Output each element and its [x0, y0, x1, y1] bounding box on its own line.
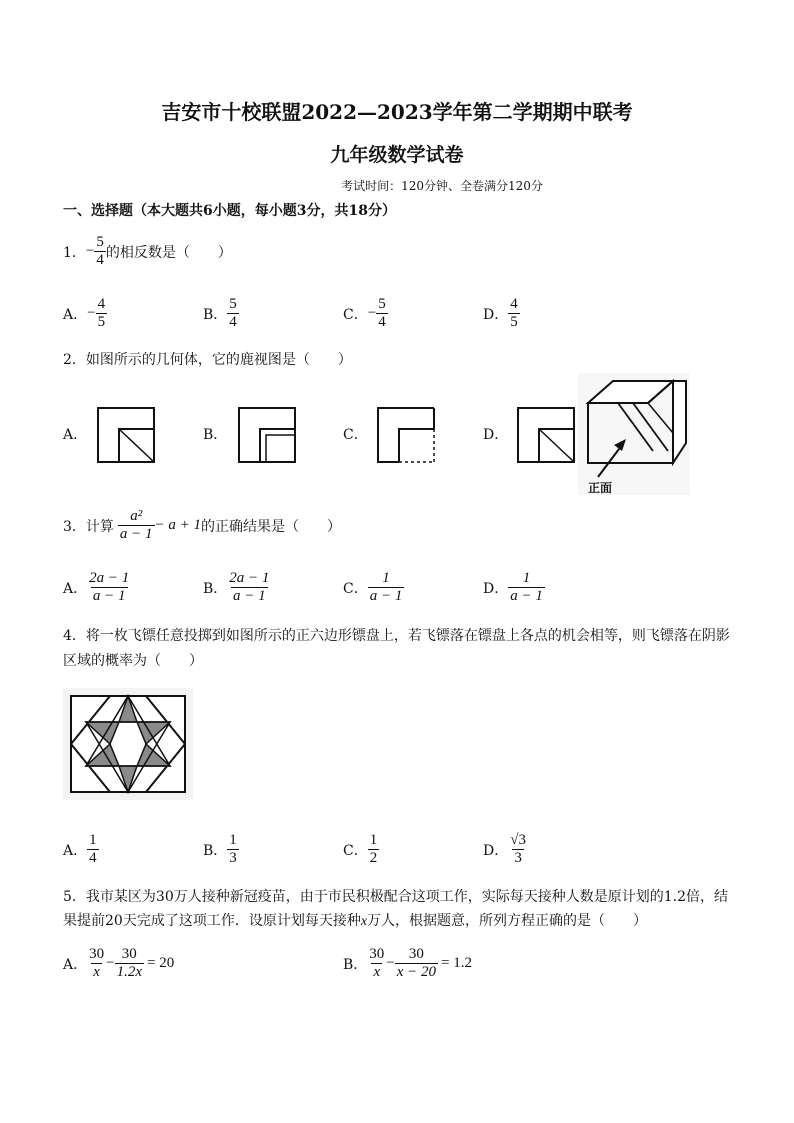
- frac-num: 30: [89, 946, 105, 962]
- frac-den: 4: [378, 314, 386, 331]
- q1-option-a[interactable]: [63, 296, 107, 332]
- option-label: B．: [203, 842, 228, 859]
- question-2: 2．如图所示的几何体，它的鹿视图是（ ）: [63, 352, 352, 368]
- q3-fraction: [118, 508, 155, 544]
- q2-option-b-figure[interactable]: [238, 407, 298, 465]
- option-fraction: [227, 296, 239, 332]
- exam-subtitle: 九年级数学试卷: [330, 144, 464, 166]
- option-label: A．: [63, 306, 88, 323]
- q3-option-d[interactable]: [483, 570, 545, 606]
- option-fraction: [368, 570, 405, 606]
- q2-option-a-figure[interactable]: [97, 407, 157, 465]
- option-label: B．: [203, 580, 228, 597]
- option-fraction: [368, 832, 380, 868]
- q2-option-c-label[interactable]: C．: [343, 427, 368, 443]
- frac-den: x: [373, 964, 381, 981]
- frac-den: x: [93, 964, 100, 981]
- question-5-line1: 5．我市某区为30万人接种新冠疫苗，由于市民积极配合这项工作，实际每天接种人数是原计划的1.2倍，结: [63, 889, 728, 905]
- equation-rhs: = 20: [147, 955, 175, 972]
- q3-frac-num: a²: [130, 508, 143, 524]
- question-5-line2: [63, 910, 647, 930]
- option-label: C．: [343, 306, 368, 323]
- frac-den: a − 1: [92, 588, 126, 605]
- frac-den: 2: [369, 850, 378, 867]
- operator: −: [106, 955, 115, 972]
- frac-den: 5: [510, 314, 518, 331]
- option-fraction: [508, 570, 545, 606]
- option-label: A．: [63, 956, 88, 973]
- q3-rest: − a + 1: [154, 517, 202, 534]
- option-sign: −: [87, 305, 96, 322]
- q3-option-c[interactable]: [343, 570, 404, 606]
- option-fraction: [87, 832, 99, 868]
- option-label: D．: [483, 306, 509, 323]
- frac-num: 1: [369, 832, 378, 848]
- option-fraction-1: [367, 946, 386, 982]
- option-fraction-2: [395, 946, 438, 982]
- option-fraction: [227, 570, 271, 606]
- q1-frac-num: 5: [96, 234, 104, 250]
- option-label: B．: [203, 306, 228, 323]
- q4-option-a[interactable]: [63, 832, 99, 868]
- option-label: B．: [343, 956, 368, 973]
- q5-option-a[interactable]: [63, 946, 174, 982]
- equation-rhs: = 1.2: [441, 955, 473, 972]
- option-fraction: [376, 296, 388, 332]
- q2-option-c-figure[interactable]: [377, 407, 437, 465]
- option-label: C．: [343, 580, 368, 597]
- q1-option-b[interactable]: [203, 296, 239, 332]
- option-label: D．: [483, 580, 509, 597]
- q4-option-b[interactable]: [203, 832, 239, 868]
- q2-option-a-label[interactable]: A．: [63, 427, 88, 443]
- option-fraction: [96, 296, 108, 332]
- q1-sign: −: [85, 243, 95, 260]
- option-label: D．: [483, 842, 509, 859]
- frac-num: 30: [408, 946, 424, 962]
- q4-option-d[interactable]: [483, 832, 528, 868]
- frac-den: 3: [229, 850, 237, 867]
- option-sign: −: [367, 305, 377, 322]
- frac-den: a − 1: [369, 588, 403, 605]
- q5-option-b[interactable]: [343, 946, 472, 982]
- q2-option-d-figure[interactable]: [517, 407, 577, 465]
- frac-num: 1: [522, 570, 531, 586]
- operator: −: [386, 955, 395, 972]
- frac-num: 5: [378, 296, 386, 312]
- frac-num: 30: [121, 946, 137, 962]
- q5-line2-end: 万人，根据题意，所列方程正确的是（ ）: [367, 913, 648, 929]
- q2-option-b-label[interactable]: B．: [203, 427, 228, 443]
- q1-text: 的相反数是（ ）: [105, 244, 232, 261]
- option-fraction: [508, 296, 520, 332]
- option-fraction-1: [87, 946, 106, 982]
- frac-num: 1: [229, 832, 237, 848]
- option-fraction: [508, 832, 528, 868]
- section-heading: 一、选择题（本大题共6小题，每小题3分，共18分）: [63, 203, 396, 219]
- option-fraction: [227, 832, 239, 868]
- frac-den: 4: [89, 850, 97, 867]
- option-label: C．: [343, 842, 368, 859]
- option-fraction-2: [115, 946, 144, 982]
- hexagon-dartboard: [63, 688, 193, 800]
- q4-option-c[interactable]: [343, 832, 379, 868]
- exam-info: 考试时间：120分钟、全卷满分120分: [341, 179, 543, 193]
- solid-figure: [578, 373, 690, 495]
- question-4-line2: 区域的概率为（ ）: [63, 653, 203, 669]
- q5-variable: x: [360, 914, 368, 929]
- frac-den: 3: [514, 850, 522, 867]
- q1-fraction: [94, 234, 106, 270]
- question-1: [63, 234, 232, 270]
- option-label: A．: [63, 842, 88, 859]
- frac-num: 1: [382, 570, 390, 586]
- q1-option-d[interactable]: [483, 296, 520, 332]
- frac-den: 5: [97, 314, 106, 331]
- q3-suffix: 的正确结果是（ ）: [201, 518, 342, 535]
- frac-num: √3: [510, 832, 526, 848]
- option-fraction: [87, 570, 131, 606]
- frac-num: 2a − 1: [89, 570, 130, 586]
- q1-frac-den: 4: [96, 252, 104, 269]
- frac-num: 4: [510, 296, 518, 312]
- q3-option-b[interactable]: [203, 570, 271, 606]
- front-label: 正面: [588, 481, 613, 495]
- frac-den: 4: [229, 314, 237, 331]
- q3-option-a[interactable]: [63, 570, 131, 606]
- q3-frac-den: a − 1: [119, 526, 153, 543]
- option-label: A．: [63, 580, 88, 597]
- exam-title: 吉安市十校联盟2022—2023学年第二学期期中联考: [161, 100, 633, 124]
- frac-num: 2a − 1: [229, 570, 270, 586]
- q1-number: 1．: [63, 244, 86, 261]
- frac-den: x − 20: [396, 964, 437, 981]
- q5-line2-start: 果提前20天完成了这项工作．设原计划每天接种: [63, 913, 361, 929]
- q3-prefix: 3．计算: [63, 518, 114, 535]
- frac-den: 1.2x: [116, 964, 143, 981]
- frac-num: 5: [229, 296, 237, 312]
- q2-option-d-label[interactable]: D．: [483, 427, 509, 443]
- question-3: [63, 508, 341, 544]
- question-4-line1: 4．将一枚飞镖任意投掷到如图所示的正六边形镖盘上，若飞镖落在镖盘上各点的机会相等，则飞镖落在阴影: [63, 628, 730, 644]
- q1-option-c[interactable]: [343, 296, 388, 332]
- frac-num: 4: [97, 296, 106, 312]
- frac-num: 1: [89, 832, 97, 848]
- frac-den: a − 1: [510, 588, 543, 605]
- frac-den: a − 1: [233, 588, 266, 605]
- frac-num: 30: [369, 946, 385, 962]
